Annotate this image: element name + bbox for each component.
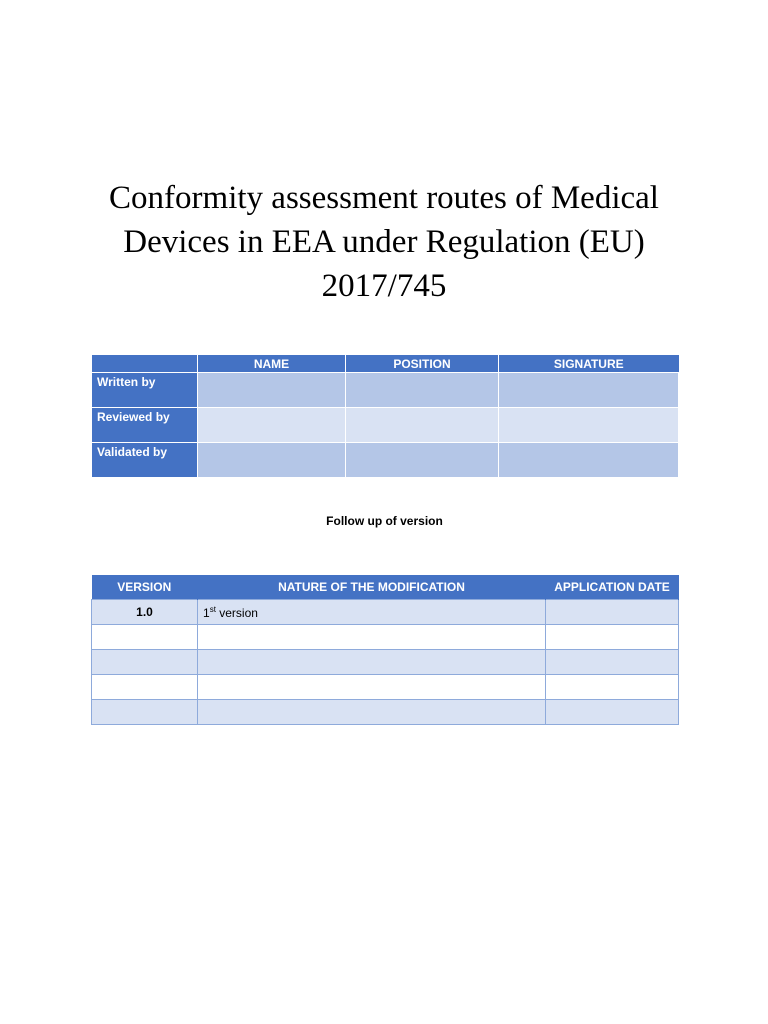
modification-cell <box>198 700 546 725</box>
version-number-cell: 1.0 <box>92 600 198 625</box>
approval-row-label: Written by <box>92 373 198 408</box>
modification-cell <box>198 675 546 700</box>
modification-cell <box>198 650 546 675</box>
approval-row-label: Reviewed by <box>92 408 198 443</box>
version-header-row <box>92 575 679 600</box>
version-row <box>92 600 679 625</box>
approval-header-signature: SIGNATURE <box>499 355 679 373</box>
approval-signature-cell <box>499 408 679 443</box>
application-date-cell <box>546 625 679 650</box>
approval-signature-cell <box>499 443 679 478</box>
modification-number: 1 <box>203 605 210 620</box>
application-date-cell <box>546 700 679 725</box>
version-number-cell <box>92 675 198 700</box>
version-number-cell <box>92 625 198 650</box>
version-header-date: APPLICATION DATE <box>546 575 679 600</box>
version-row <box>92 650 679 675</box>
document-title: Conformity assessment routes of Medical Devices in EEA under Regulation (EU) 2017/745 <box>109 180 659 304</box>
approval-position-cell <box>346 408 499 443</box>
modification-text: version <box>215 605 258 620</box>
modification-cell <box>198 625 546 650</box>
approval-header-row <box>92 355 679 373</box>
approval-header-position: POSITION <box>346 355 499 373</box>
approval-name-cell <box>198 443 346 478</box>
modification-ordinal-suffix: st <box>209 604 216 614</box>
approval-position-cell <box>346 443 499 478</box>
version-table <box>91 575 679 725</box>
approval-table <box>91 355 679 478</box>
version-number-cell <box>92 650 198 675</box>
approval-row-validated <box>92 443 679 478</box>
version-row <box>92 700 679 725</box>
approval-row-reviewed <box>92 408 679 443</box>
approval-row-label: Validated by <box>92 443 198 478</box>
approval-header-blank <box>92 355 198 373</box>
version-header-modification: NATURE OF THE MODIFICATION <box>198 575 546 600</box>
version-row <box>92 625 679 650</box>
follow-up-heading: Follow up of version <box>326 514 443 528</box>
approval-row-written <box>92 373 679 408</box>
approval-signature-cell <box>499 373 679 408</box>
version-row <box>92 675 679 700</box>
application-date-cell <box>546 675 679 700</box>
application-date-cell <box>546 600 679 625</box>
approval-name-cell <box>198 373 346 408</box>
modification-cell <box>198 600 546 625</box>
approval-header-name: NAME <box>198 355 346 373</box>
application-date-cell <box>546 650 679 675</box>
approval-name-cell <box>198 408 346 443</box>
approval-position-cell <box>346 373 499 408</box>
version-number-cell <box>92 700 198 725</box>
version-header-version: VERSION <box>92 575 198 600</box>
